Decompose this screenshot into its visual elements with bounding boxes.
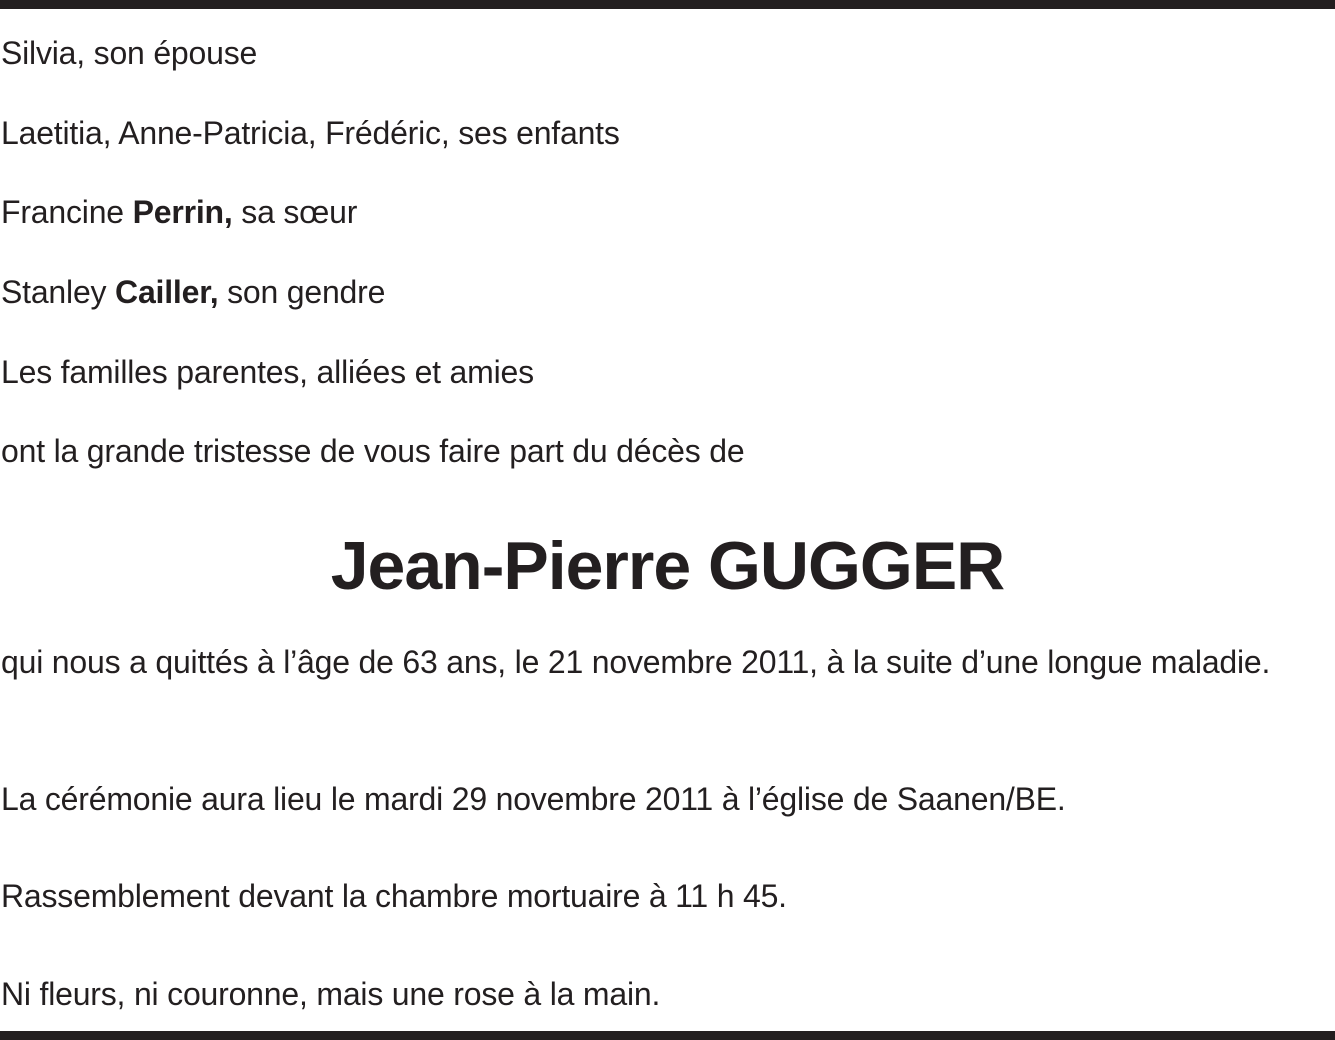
death-details: qui nous a quittés à l’âge de 63 ans, le 21 novembre 2011, à la suite d’une longue maladie.	[1, 644, 1271, 680]
ceremony-line: La cérémonie aura lieu le mardi 29 novembre 2011 à l’église de Saanen/BE.	[1, 781, 1066, 817]
sister-role: sa sœur	[232, 194, 358, 230]
son-in-law-role: son gendre	[218, 274, 386, 310]
wife-line: Silvia, son épouse	[1, 35, 258, 71]
son-in-law-last-name: Cailler,	[115, 274, 219, 310]
relatives-line: Les familles parentes, alliées et amies	[1, 354, 534, 390]
sister-line	[1, 192, 357, 232]
sister-first-name: Francine	[1, 194, 133, 230]
deceased-name: Jean-Pierre GUGGER	[330, 528, 1005, 604]
children-line: Laetitia, Anne-Patricia, Frédéric, ses enfants	[1, 115, 620, 151]
flowers-line: Ni fleurs, ni couronne, mais une rose à la main.	[1, 976, 661, 1012]
gathering-line: Rassemblement devant la chambre mortuaire à 11 h 45.	[1, 878, 787, 914]
bottom-rule	[0, 1031, 1335, 1040]
announcement-line: ont la grande tristesse de vous faire part du décès de	[1, 433, 745, 469]
son-in-law-first-name: Stanley	[1, 274, 116, 310]
top-rule	[0, 0, 1335, 9]
son-in-law-line	[1, 272, 385, 312]
sister-last-name: Perrin,	[132, 194, 233, 230]
